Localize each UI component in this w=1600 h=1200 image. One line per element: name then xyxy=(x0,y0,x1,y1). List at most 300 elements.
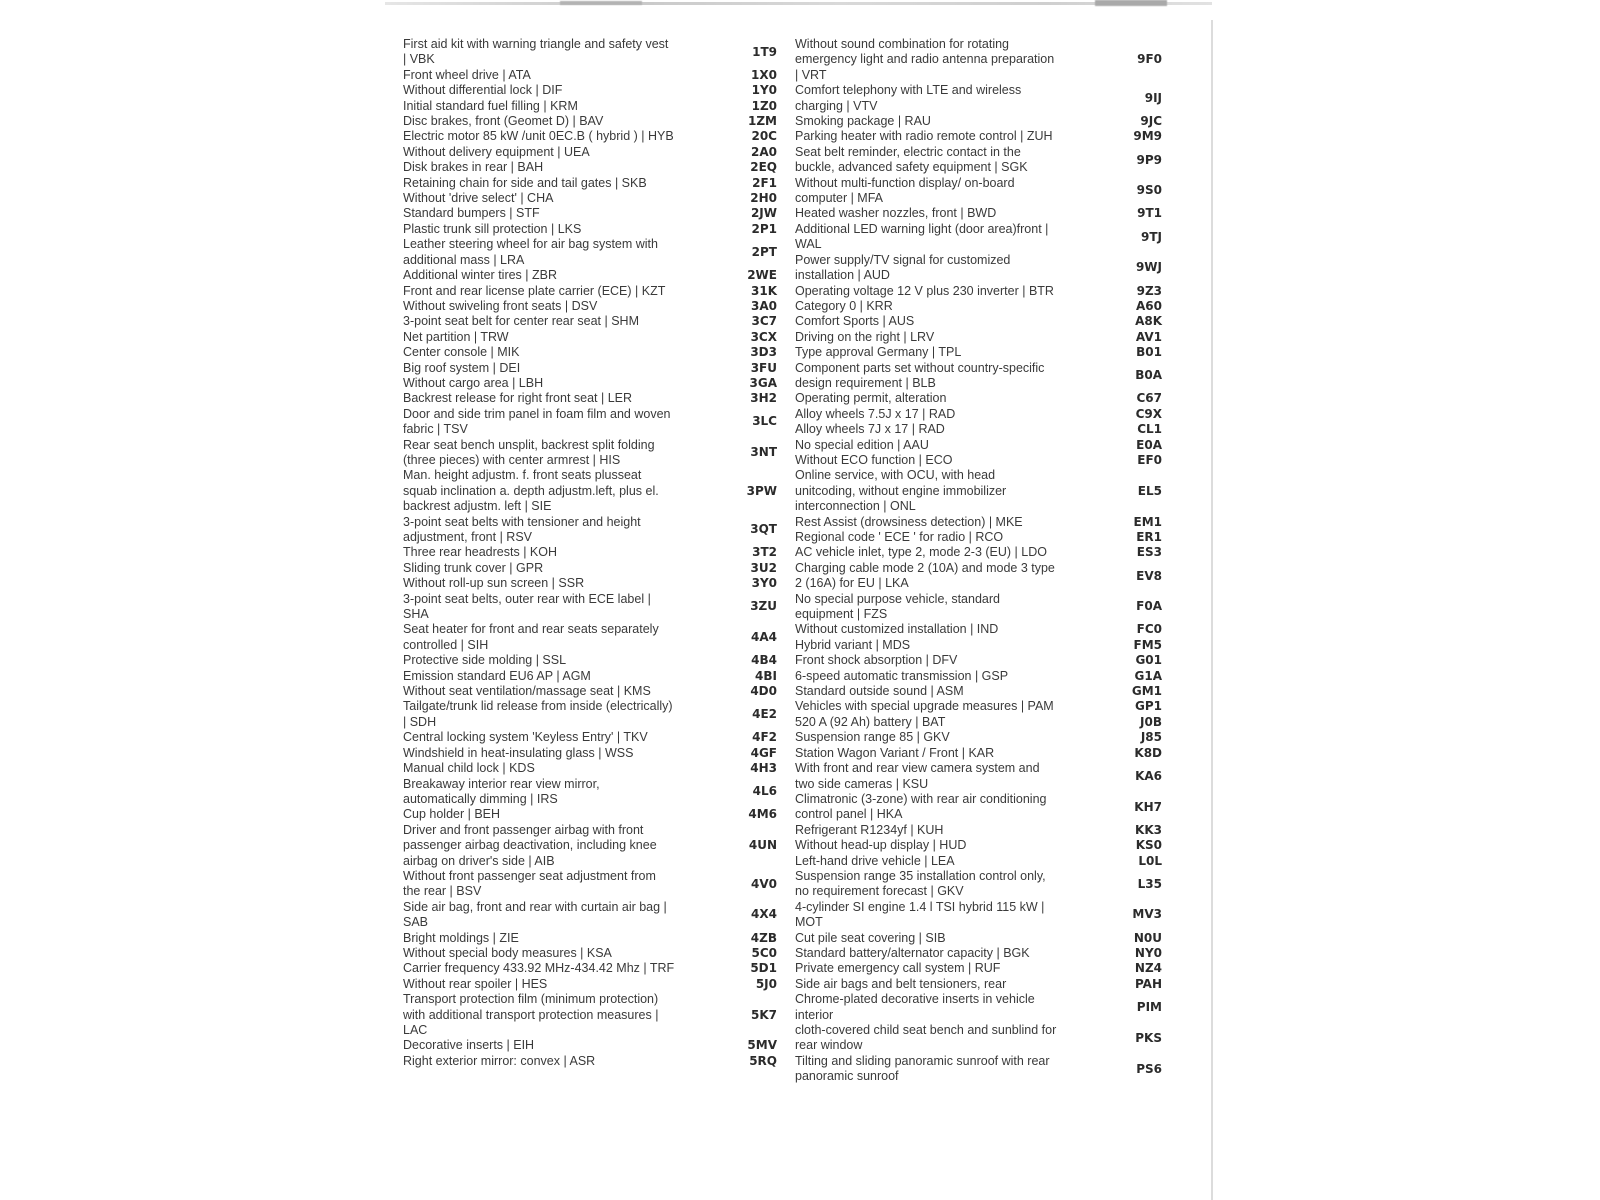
item-code: 9IJ xyxy=(1144,90,1162,105)
item-description: Rear seat bench unsplit, backrest split folding (three pieces) with center armrest | HIS xyxy=(403,437,655,467)
item-description: Driving on the right | LRV xyxy=(795,329,935,344)
item-description: Net partition | TRW xyxy=(403,329,509,344)
item-code: J0B xyxy=(1140,714,1162,729)
item-code: FM5 xyxy=(1133,637,1162,652)
list-item xyxy=(795,438,1162,453)
item-description: Disc brakes, front (Geomet D) | BAV xyxy=(403,114,604,129)
item-code: AV1 xyxy=(1135,329,1162,344)
item-code: L0L xyxy=(1138,853,1162,868)
item-code: PKS xyxy=(1135,1030,1162,1045)
item-description: cloth-covered child seat bench and sunblind for rear window xyxy=(795,1023,1057,1053)
item-code: 5J0 xyxy=(755,976,777,991)
item-description: 520 A (92 Ah) battery | BAT xyxy=(795,714,946,729)
item-description: Carrier frequency 433.92 MHz-434.42 Mhz | TRF xyxy=(403,961,675,976)
list-item xyxy=(795,83,1162,114)
item-code: NY0 xyxy=(1134,945,1162,960)
item-code: 4H3 xyxy=(750,761,777,776)
item-description: Tailgate/trunk lid release from inside (electrically) | SDH xyxy=(403,699,673,729)
item-description: Breakaway interior rear view mirror, automatically dimming | IRS xyxy=(403,776,600,806)
item-description: Seat belt reminder, electric contact in the buckle, advanced safety equipment | SGK xyxy=(795,144,1028,175)
list-item xyxy=(795,653,1162,668)
list-item xyxy=(795,129,1162,144)
item-description: No special edition | AAU xyxy=(795,437,929,452)
item-description: Without sound combination for rotating emergency light and radio antenna preparation | VRT xyxy=(795,37,1055,82)
item-code: 4X4 xyxy=(751,907,777,922)
list-item xyxy=(403,653,777,668)
item-description: Protective side molding | SSL xyxy=(403,653,567,668)
list-item xyxy=(403,961,777,976)
list-item xyxy=(795,946,1162,961)
list-item xyxy=(795,330,1162,345)
item-code: 31K xyxy=(751,283,777,298)
item-description: Plastic trunk sill protection | LKS xyxy=(403,221,582,236)
item-description: Power supply/TV signal for customized installation | AUD xyxy=(795,252,1011,283)
scan-artifact-top-smudge-right xyxy=(1095,0,1167,6)
list-item xyxy=(795,206,1162,221)
list-item xyxy=(795,622,1162,637)
list-item xyxy=(403,345,777,360)
item-code: 1T9 xyxy=(752,44,777,59)
item-description: Central locking system 'Keyless Entry' | TKV xyxy=(403,730,648,745)
item-code: 4B4 xyxy=(751,653,777,668)
list-item xyxy=(795,345,1162,360)
list-item xyxy=(403,669,777,684)
item-code: 1ZM xyxy=(748,114,777,129)
item-code: 1Z0 xyxy=(751,98,777,113)
item-code: 3FU xyxy=(750,360,777,375)
list-item xyxy=(403,330,777,345)
item-description: Leather steering wheel for air bag system with additional mass | LRA xyxy=(403,237,658,267)
list-item xyxy=(795,222,1162,253)
list-item xyxy=(403,145,777,160)
item-description: Front wheel drive | ATA xyxy=(403,67,531,82)
item-description: Without cargo area | LBH xyxy=(403,375,544,390)
item-description: Transport protection film (minimum protection) with additional transport protection measures | LAC xyxy=(403,992,659,1037)
item-description: AC vehicle inlet, type 2, mode 2-3 (EU) | LDO xyxy=(795,545,1047,560)
item-description: Operating voltage 12 V plus 230 inverter | BTR xyxy=(795,283,1054,298)
scan-artifact-top-smudge-left xyxy=(560,1,642,5)
item-description: Tilting and sliding panoramic sunroof with rear panoramic sunroof xyxy=(795,1053,1050,1084)
item-code: K8D xyxy=(1134,745,1162,760)
list-item xyxy=(795,1054,1162,1085)
item-description: Without head-up display | HUD xyxy=(795,838,967,853)
item-code: 9TJ xyxy=(1141,229,1162,244)
item-description: Bright moldings | ZIE xyxy=(403,930,519,945)
item-description: 3-point seat belt for center rear seat | SHM xyxy=(403,314,639,329)
item-code: G01 xyxy=(1135,653,1162,668)
item-code: J85 xyxy=(1140,730,1162,745)
item-code: 5RQ xyxy=(749,1053,777,1068)
list-item xyxy=(795,545,1162,560)
list-item xyxy=(403,1054,777,1069)
item-code: 9Z3 xyxy=(1136,283,1162,298)
list-item xyxy=(795,299,1162,314)
list-item xyxy=(795,453,1162,468)
item-description: Chrome-plated decorative inserts in vehicle interior xyxy=(795,992,1035,1022)
list-item xyxy=(795,530,1162,545)
item-description: Retaining chain for side and tail gates | SKB xyxy=(403,175,647,190)
item-description: Without seat ventilation/massage seat | KMS xyxy=(403,684,651,699)
item-code: 9JC xyxy=(1140,114,1162,129)
list-item xyxy=(795,699,1162,714)
item-code: EF0 xyxy=(1137,452,1162,467)
list-item xyxy=(795,869,1162,900)
item-code: 3C7 xyxy=(751,314,777,329)
item-code: KH7 xyxy=(1134,799,1162,814)
item-description: Side air bag, front and rear with curtain air bag | SAB xyxy=(403,899,667,930)
item-code: 3Y0 xyxy=(751,576,777,591)
item-code: 3QT xyxy=(750,522,777,537)
item-code: 20C xyxy=(751,129,777,144)
list-item xyxy=(795,391,1162,406)
item-description: Suspension range 85 | GKV xyxy=(795,730,950,745)
item-description: Door and side trim panel in foam film and woven fabric | TSV xyxy=(403,406,671,437)
item-code: 2PT xyxy=(751,244,777,259)
item-code: 4F2 xyxy=(752,730,777,745)
item-code: 4ZB xyxy=(750,930,777,945)
item-description: Initial standard fuel filling | KRM xyxy=(403,98,578,113)
item-code: 4M6 xyxy=(748,807,777,822)
item-description: Right exterior mirror: convex | ASR xyxy=(403,1053,596,1068)
item-description: Without swiveling front seats | DSV xyxy=(403,298,598,313)
list-item xyxy=(403,622,777,653)
item-code: 4L6 xyxy=(752,784,777,799)
item-code: 9WJ xyxy=(1135,260,1162,275)
item-code: 2A0 xyxy=(751,144,777,159)
list-item xyxy=(403,1038,777,1053)
item-code: L35 xyxy=(1137,876,1162,891)
list-item xyxy=(795,854,1162,869)
scan-artifact-top-line xyxy=(385,2,1212,5)
list-item xyxy=(795,746,1162,761)
item-description: Refrigerant R1234yf | KUH xyxy=(795,822,944,837)
item-description: Smoking package | RAU xyxy=(795,114,931,129)
list-item xyxy=(795,407,1162,422)
item-code: 3U2 xyxy=(750,560,777,575)
item-description: Seat heater for front and rear seats separately controlled | SIH xyxy=(403,622,659,652)
list-item xyxy=(403,237,777,268)
list-item xyxy=(795,931,1162,946)
item-description: Alloy wheels 7J x 17 | RAD xyxy=(795,422,945,437)
item-code: 2H0 xyxy=(750,191,777,206)
list-item xyxy=(795,515,1162,530)
item-code: A60 xyxy=(1136,298,1162,313)
list-item xyxy=(795,561,1162,592)
list-item xyxy=(795,684,1162,699)
equipment-list-left-column xyxy=(403,37,777,1069)
list-item xyxy=(403,376,777,391)
item-description: Center console | MIK xyxy=(403,345,520,360)
item-description: Parking heater with radio remote control | ZUH xyxy=(795,129,1053,144)
list-item xyxy=(403,699,777,730)
item-description: Left-hand drive vehicle | LEA xyxy=(795,853,955,868)
item-description: Manual child lock | KDS xyxy=(403,761,535,776)
item-description: Standard outside sound | ASM xyxy=(795,684,964,699)
item-code: 4A4 xyxy=(751,630,777,645)
item-description: Station Wagon Variant / Front | KAR xyxy=(795,745,995,760)
item-description: Emission standard EU6 AP | AGM xyxy=(403,668,591,683)
item-code: G1A xyxy=(1134,668,1162,683)
item-code: GP1 xyxy=(1135,699,1162,714)
item-description: Rest Assist (drowsiness detection) | MKE xyxy=(795,514,1023,529)
list-item xyxy=(795,284,1162,299)
list-item xyxy=(403,129,777,144)
list-item xyxy=(795,961,1162,976)
item-description: Without front passenger seat adjustment from the rear | BSV xyxy=(403,868,656,899)
item-description: Without rear spoiler | HES xyxy=(403,976,548,991)
item-code: N0U xyxy=(1133,930,1162,945)
list-item xyxy=(795,361,1162,392)
list-item xyxy=(795,992,1162,1023)
item-description: With front and rear view camera system and two side cameras | KSU xyxy=(795,761,1040,791)
item-description: Charging cable mode 2 (10A) and mode 3 type 2 (16A) for EU | LKA xyxy=(795,560,1055,591)
item-code: C67 xyxy=(1136,391,1162,406)
item-code: FC0 xyxy=(1136,622,1162,637)
list-item xyxy=(795,669,1162,684)
item-code: 4D0 xyxy=(750,684,777,699)
list-item xyxy=(795,900,1162,931)
item-code: A8K xyxy=(1135,314,1162,329)
item-description: Electric motor 85 kW /unit 0EC.B ( hybrid ) | HYB xyxy=(403,129,674,144)
item-description: Windshield in heat-insulating glass | WSS xyxy=(403,745,634,760)
list-item xyxy=(403,299,777,314)
item-description: Cup holder | BEH xyxy=(403,807,501,822)
item-description: Without differential lock | DIF xyxy=(403,83,563,98)
list-item xyxy=(795,715,1162,730)
item-description: Type approval Germany | TPL xyxy=(795,345,962,360)
list-item xyxy=(403,222,777,237)
list-item xyxy=(795,422,1162,437)
item-description: Man. height adjustm. f. front seats plusseat squab inclination a. depth adjustm.left, plus el. backrest adjustm. left | SIE xyxy=(403,468,659,514)
list-item xyxy=(795,792,1162,823)
list-item xyxy=(403,545,777,560)
list-item xyxy=(403,576,777,591)
item-description: Standard bumpers | STF xyxy=(403,206,540,221)
item-code: B0A xyxy=(1135,368,1162,383)
item-description: Sliding trunk cover | GPR xyxy=(403,560,544,575)
item-description: Backrest release for right front seat | LER xyxy=(403,391,633,406)
item-code: 3D3 xyxy=(750,345,777,360)
item-code: 9S0 xyxy=(1136,183,1162,198)
list-item xyxy=(403,83,777,98)
item-description: 6-speed automatic transmission | GSP xyxy=(795,668,1009,683)
item-code: 3GA xyxy=(749,375,777,390)
list-item xyxy=(403,468,777,514)
item-description: Online service, with OCU, with head unitcoding, without engine immobilizer interconnection | ONL xyxy=(795,468,1007,514)
item-code: F0A xyxy=(1136,599,1162,614)
list-item xyxy=(795,468,1162,514)
item-code: 3A0 xyxy=(751,298,777,313)
item-code: 3NT xyxy=(750,445,777,460)
item-code: PIM xyxy=(1136,999,1162,1014)
item-description: Vehicles with special upgrade measures | PAM xyxy=(795,699,1054,714)
item-code: GM1 xyxy=(1131,684,1162,699)
list-item xyxy=(403,977,777,992)
list-item xyxy=(795,114,1162,129)
equipment-list-right-column xyxy=(795,37,1162,1085)
list-item xyxy=(795,592,1162,623)
item-code: 3PW xyxy=(746,483,777,498)
item-code: 2F1 xyxy=(752,175,777,190)
item-code: 9T1 xyxy=(1137,206,1162,221)
list-item xyxy=(403,176,777,191)
item-description: Without delivery equipment | UEA xyxy=(403,144,590,159)
item-description: Disk brakes in rear | BAH xyxy=(403,160,544,175)
item-description: 3-point seat belts with tensioner and height adjustment, front | RSV xyxy=(403,514,641,544)
item-code: 4E2 xyxy=(752,707,777,722)
list-item xyxy=(403,684,777,699)
list-item xyxy=(795,314,1162,329)
list-item xyxy=(795,253,1162,284)
item-code: PAH xyxy=(1134,976,1162,991)
item-description: Big roof system | DEI xyxy=(403,360,521,375)
item-code: CL1 xyxy=(1137,422,1162,437)
list-item xyxy=(403,268,777,283)
item-code: KK3 xyxy=(1135,822,1162,837)
item-code: 4BI xyxy=(755,668,777,683)
item-description: Cut pile seat covering | SIB xyxy=(795,930,946,945)
item-code: 2EQ xyxy=(750,160,777,175)
item-code: MV3 xyxy=(1132,907,1162,922)
list-item xyxy=(403,777,777,808)
list-item xyxy=(795,730,1162,745)
item-description: Decorative inserts | EIH xyxy=(403,1038,535,1053)
list-item xyxy=(403,314,777,329)
list-item xyxy=(403,761,777,776)
item-description: No special purpose vehicle, standard equipment | FZS xyxy=(795,591,1000,622)
item-code: 9F0 xyxy=(1137,52,1162,67)
list-item xyxy=(403,807,777,822)
item-code: C9X xyxy=(1135,406,1162,421)
item-code: KA6 xyxy=(1135,768,1162,783)
list-item xyxy=(795,761,1162,792)
list-item xyxy=(403,284,777,299)
item-description: Hybrid variant | MDS xyxy=(795,637,911,652)
list-item xyxy=(795,145,1162,176)
item-code: 4GF xyxy=(750,745,777,760)
item-description: Category 0 | KRR xyxy=(795,298,893,313)
item-code: EL5 xyxy=(1137,483,1162,498)
item-code: 4UN xyxy=(748,838,777,853)
item-code: NZ4 xyxy=(1134,961,1162,976)
item-description: Without 'drive select' | CHA xyxy=(403,191,554,206)
item-code: ES3 xyxy=(1136,545,1162,560)
item-description: Without customized installation | IND xyxy=(795,622,999,637)
item-description: Comfort telephony with LTE and wireless charging | VTV xyxy=(795,83,1022,113)
item-code: 5MV xyxy=(747,1038,777,1053)
item-code: 2P1 xyxy=(751,221,777,236)
item-description: Three rear headrests | KOH xyxy=(403,545,558,560)
item-description: Alloy wheels 7.5J x 17 | RAD xyxy=(795,406,956,421)
list-item xyxy=(403,730,777,745)
list-item xyxy=(403,68,777,83)
item-code: 9P9 xyxy=(1136,152,1162,167)
list-item xyxy=(795,838,1162,853)
item-code: 2JW xyxy=(750,206,777,221)
item-description: Without special body measures | KSA xyxy=(403,945,612,960)
list-item xyxy=(795,977,1162,992)
item-code: PS6 xyxy=(1136,1061,1162,1076)
item-description: Without multi-function display/ on-board computer | MFA xyxy=(795,175,1015,206)
item-description: Regional code ' ECE ' for radio | RCO xyxy=(795,530,1004,544)
list-item xyxy=(795,823,1162,838)
item-description: Private emergency call system | RUF xyxy=(795,961,1001,976)
list-item xyxy=(403,946,777,961)
item-code: B01 xyxy=(1136,345,1162,360)
item-code: 3CX xyxy=(750,329,777,344)
item-code: 5C0 xyxy=(751,945,777,960)
list-item xyxy=(795,37,1162,83)
item-code: KS0 xyxy=(1135,838,1162,853)
list-item xyxy=(403,746,777,761)
item-code: 1X0 xyxy=(751,67,777,82)
item-description: Heated washer nozzles, front | BWD xyxy=(795,206,997,221)
item-code: 2WE xyxy=(747,268,777,283)
item-code: 3T2 xyxy=(752,545,777,560)
item-description: Comfort Sports | AUS xyxy=(795,314,915,329)
list-item xyxy=(403,407,777,438)
item-code: EV8 xyxy=(1136,568,1162,583)
list-item xyxy=(403,900,777,931)
list-item xyxy=(403,823,777,869)
item-code: E0A xyxy=(1136,437,1162,452)
item-description: Without roll-up sun screen | SSR xyxy=(403,576,585,591)
item-code: 9M9 xyxy=(1133,129,1162,144)
item-description: Operating permit, alteration xyxy=(795,391,947,406)
item-description: Without ECO function | ECO xyxy=(795,452,953,467)
list-item xyxy=(795,176,1162,207)
item-code: 5D1 xyxy=(750,961,777,976)
list-item xyxy=(403,160,777,175)
list-item xyxy=(403,391,777,406)
item-description: Front shock absorption | DFV xyxy=(795,653,958,668)
list-item xyxy=(403,592,777,623)
list-item xyxy=(403,515,777,546)
list-item xyxy=(795,1023,1162,1054)
list-item xyxy=(403,931,777,946)
item-description: Component parts set without country-specific design requirement | BLB xyxy=(795,360,1045,390)
list-item xyxy=(403,114,777,129)
item-description: Standard battery/alternator capacity | BGK xyxy=(795,945,1030,960)
list-item xyxy=(403,361,777,376)
list-item xyxy=(403,206,777,221)
list-item xyxy=(795,638,1162,653)
item-code: 4V0 xyxy=(751,876,777,891)
list-item xyxy=(403,191,777,206)
list-item xyxy=(403,561,777,576)
item-description: First aid kit with warning triangle and safety vest | VBK xyxy=(403,37,669,67)
item-code: EM1 xyxy=(1133,514,1162,529)
item-description: Driver and front passenger airbag with front passenger airbag deactivation, including knee airbag on driver's side | AIB xyxy=(403,822,657,868)
list-item xyxy=(403,438,777,469)
item-description: Additional winter tires | ZBR xyxy=(403,268,557,283)
item-code: 5K7 xyxy=(751,1007,777,1022)
item-description: Side air bags and belt tensioners, rear xyxy=(795,976,1007,991)
item-code: 3LC xyxy=(752,414,777,429)
item-description: 4-cylinder SI engine 1.4 l TSI hybrid 115 kW | MOT xyxy=(795,899,1045,930)
list-item xyxy=(403,37,777,68)
item-description: Additional LED warning light (door area)front | WAL xyxy=(795,221,1049,252)
item-code: 1Y0 xyxy=(751,83,777,98)
item-code: ER1 xyxy=(1136,530,1162,544)
item-code: 3H2 xyxy=(750,391,777,406)
item-code: 3ZU xyxy=(750,599,777,614)
item-description: Suspension range 35 installation control only, no requirement forecast | GKV xyxy=(795,868,1046,899)
list-item xyxy=(403,992,777,1038)
scan-artifact-page-right-edge xyxy=(1211,20,1213,1200)
item-description: Front and rear license plate carrier (ECE) | KZT xyxy=(403,283,666,298)
item-description: 3-point seat belts, outer rear with ECE label | SHA xyxy=(403,591,651,622)
